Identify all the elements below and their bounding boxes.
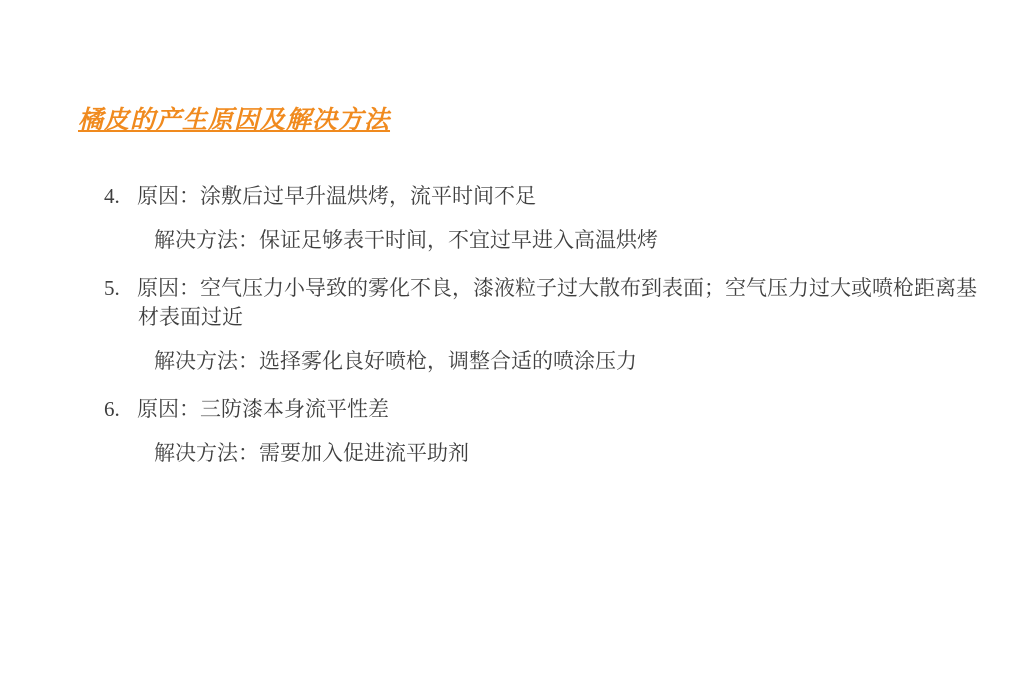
item-number: 6. [104,397,120,422]
list-item [104,274,984,377]
cause-line [104,274,984,334]
page-title: 橘皮的产生原因及解决方法 [78,107,391,134]
list-item [104,182,984,256]
slide-body [104,182,984,487]
cause-text: 原因：涂敷后过早升温烘烤，流平时间不足 [137,184,536,208]
cause-line [104,395,984,425]
solution-text: 解决方法：需要加入促进流平助剂 [154,440,469,465]
item-number: 5. [104,275,120,300]
cause-text: 原因：三防漆本身流平性差 [137,397,389,422]
solution-text: 解决方法：选择雾化良好喷枪，调整合适的喷涂压力 [154,349,637,374]
list-item [104,395,984,469]
cause-line [104,182,984,212]
cause-text: 原因：空气压力小导致的雾化不良，漆液粒子过大散布到表面；空气压力过大或喷枪距离基材表面过近 [137,275,977,330]
item-number: 4. [104,184,120,208]
solution-text: 解决方法：保证足够表干时间，不宜过早进入高温烘烤 [154,227,658,252]
